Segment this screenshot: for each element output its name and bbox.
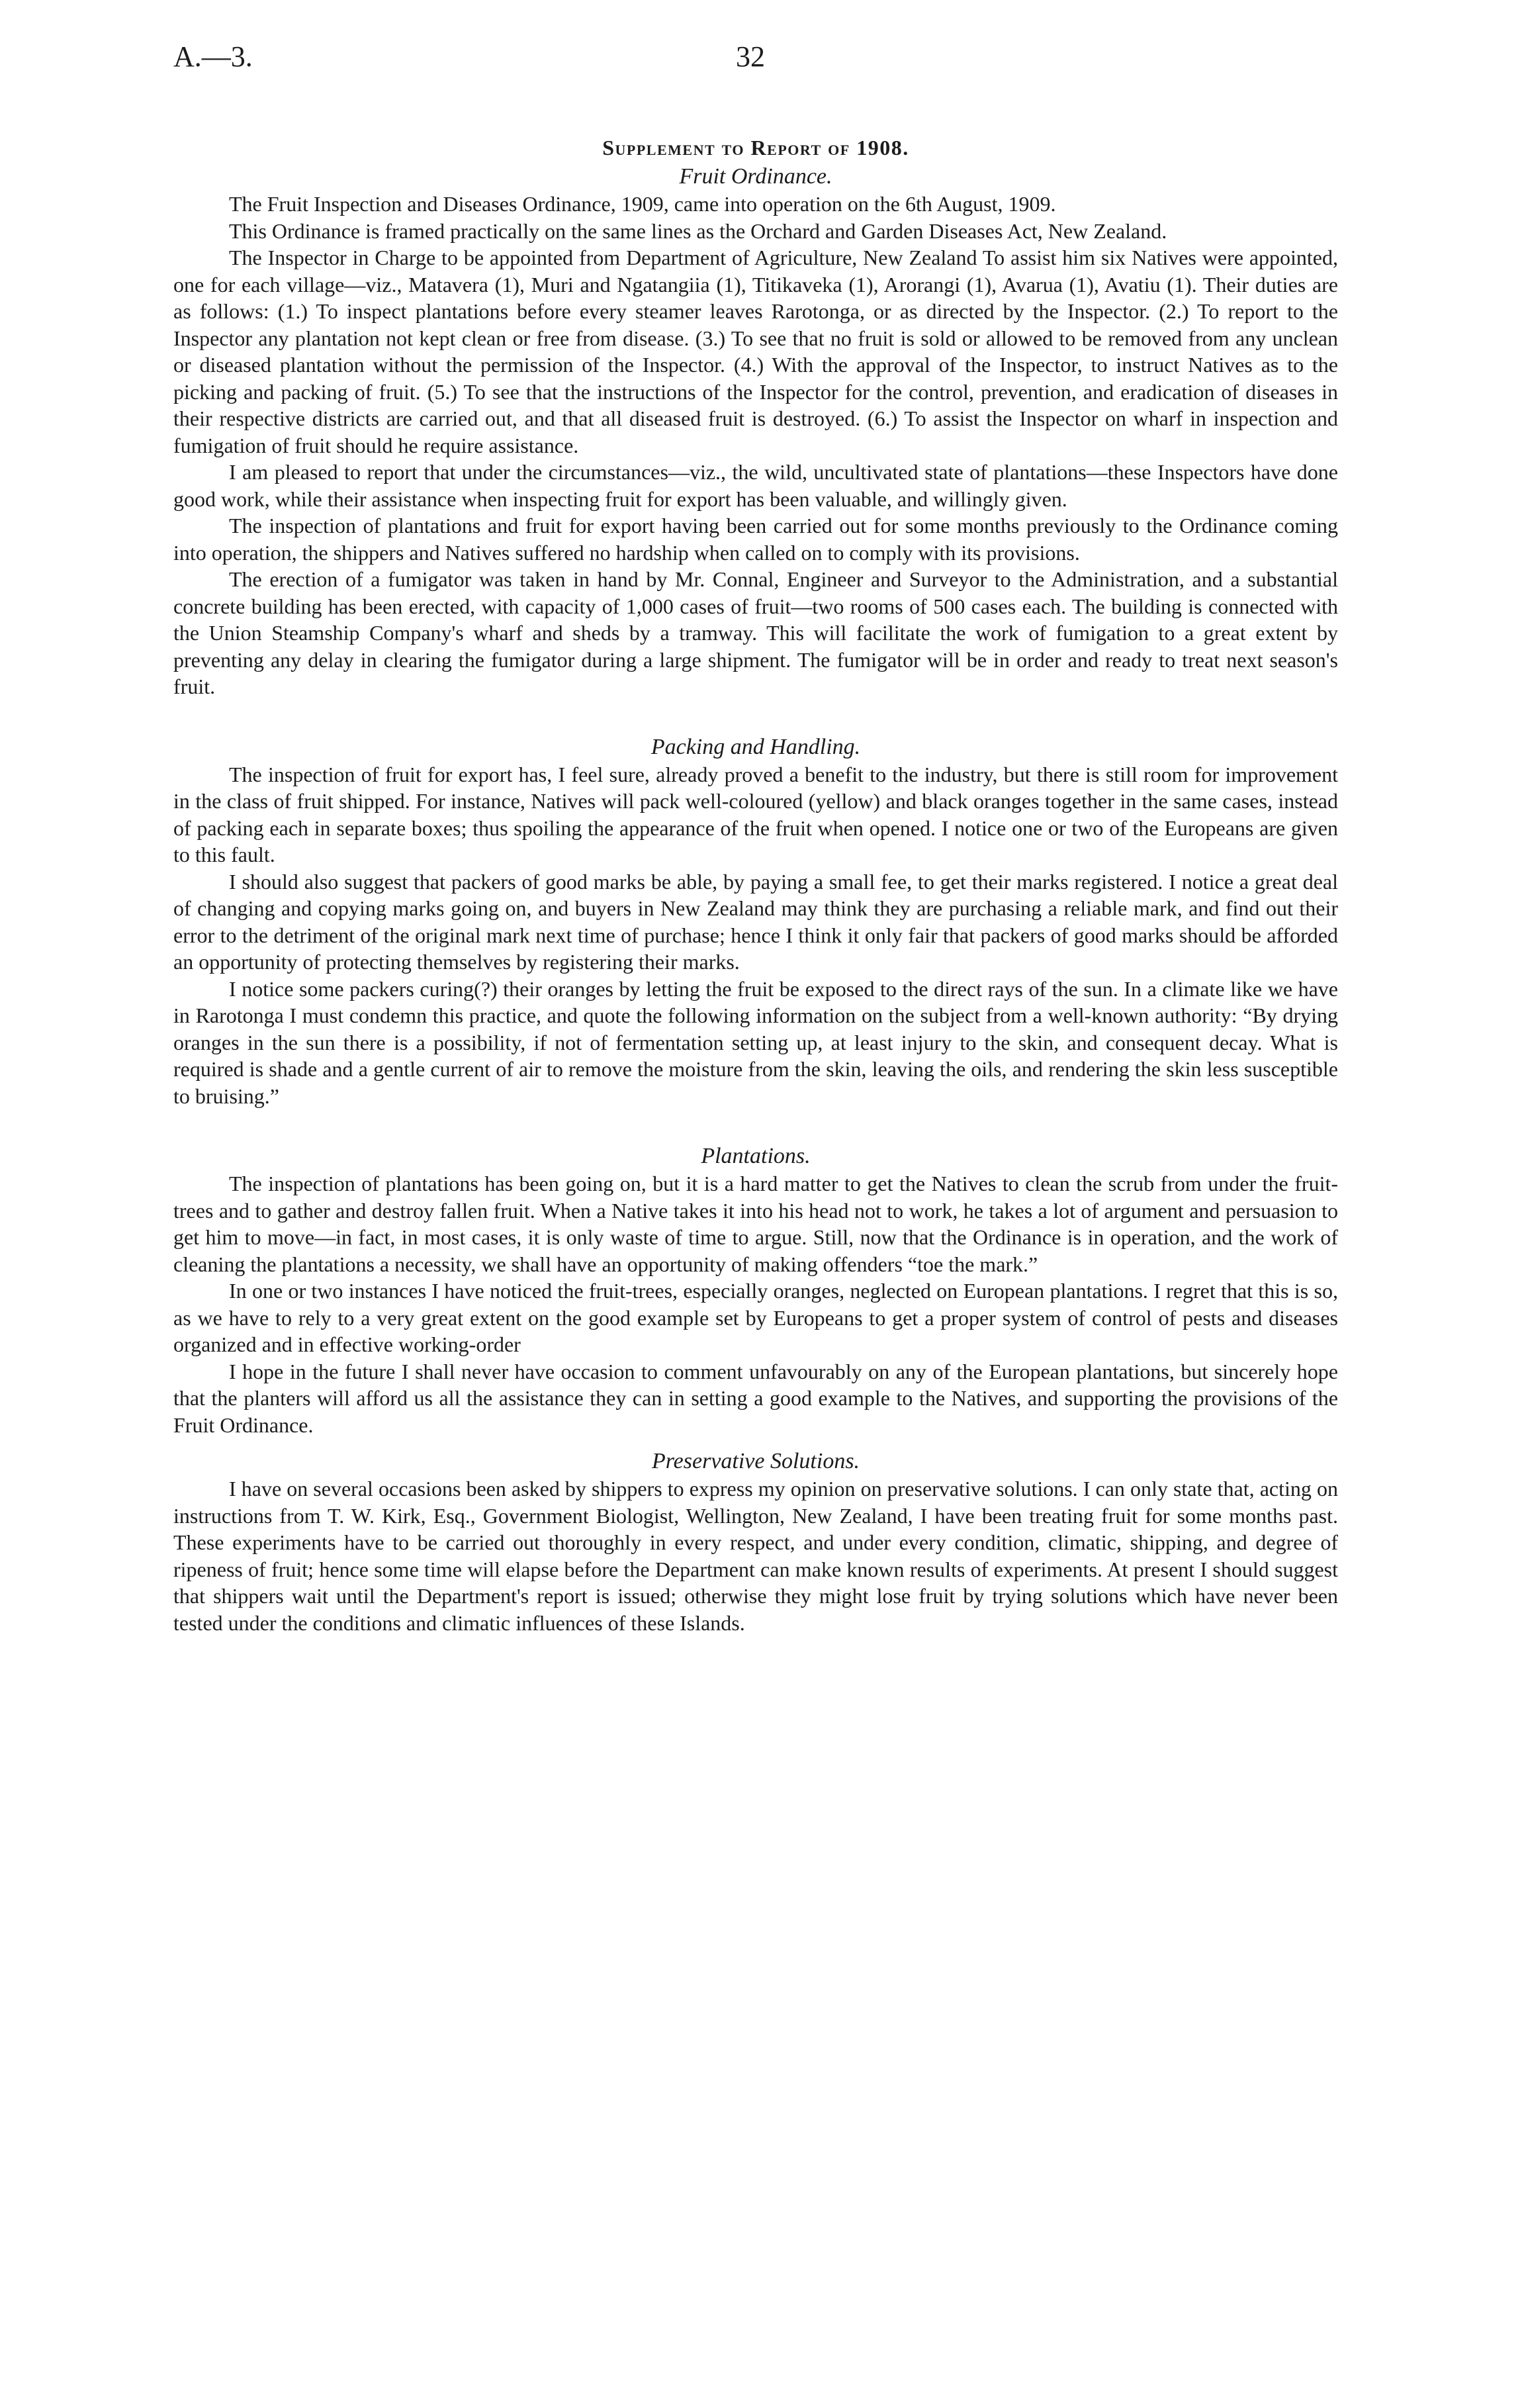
report-title: Supplement to Report of 1908. xyxy=(602,136,909,160)
paragraph: The inspection of plantations and fruit for export having been carried out for some months previously to the Ordinance coming into operation, the shippers and Natives suffered no hardship when called on to comply with its provisions. xyxy=(173,514,1338,565)
paragraph: I am pleased to report that under the circumstances—viz., the wild, uncultivated state of plantations—these Inspectors have done good work, while their assistance when inspecting fruit for export has been valuable, and willingly given. xyxy=(173,460,1338,511)
paragraph: The inspection of fruit for export has, I feel sure, already proved a benefit to the industry, but there is still room for improvement in the class of fruit shipped. For instance, Natives will pack well-coloured (yellow) and black oranges together in the same cases, instead of packing each in separate boxes; thus spoiling the appearance of the fruit when opened. I notice one or two of the Europeans are given to this fault. xyxy=(173,762,1338,866)
section-heading-preservative: Preservative Solutions. xyxy=(651,1449,860,1473)
paragraph: I should also suggest that packers of good marks be able, by paying a small fee, to get their marks registered. I notice a great deal of changing and copying marks going on, and buyers in New Zealand may think they are purchasing a reliable mark, and find out their error to the detriment of the original mark next time of purchase; hence I think it only fair that packers of good marks should be afforded an opportunity of protecting themselves by registering their marks. xyxy=(173,869,1338,974)
paragraph: This Ordinance is framed practically on the same lines as the Orchard and Garden Diseases Act, New Zealand. xyxy=(229,218,1167,243)
document-body xyxy=(173,136,1338,1636)
paragraph: I have on several occasions been asked by shippers to express my opinion on preservative solutions. I can only state that, acting on instructions from T. W. Kirk, Esq., Government Biologist, Wellington, New Zealand, I have been treating fruit for some months past. These experiments have to be carried out thoroughly in every respect, and under every condition, climatic, shipping, and degree of ripeness of fruit; hence some time will elapse before the Department can make known results of experiments. At present I should suggest that shippers wait until the Department's report is issued; otherwise they might lose fruit by trying solutions which have never been tested under the conditions and climatic influences of these Islands. xyxy=(173,1477,1338,1635)
section-heading-packing: Packing and Handling. xyxy=(650,734,861,759)
paragraph: I hope in the future I shall never have occasion to comment unfavourably on any of the European plantations, but sincerely hope that the planters will afford us all the assistance they can in setting a good example to the Natives, and supporting the provisions of the Fruit Ordinance. xyxy=(173,1359,1338,1437)
page-number: 32 xyxy=(736,40,765,73)
paragraph: The Inspector in Charge to be appointed from Department of Agriculture, New Zealand To assist him six Natives were appointed, one for each village—viz., Matavera (1), Muri and Ngatangiia (1), Titikaveka (1), Arorangi (1), Avarua (1), Avatiu (1). Their duties are as follows: (1.) To inspect plantations before every steamer leaves Rarotonga, or as directed by the Inspector. (2.) To report to the Inspector any plantation not kept clean or free from disease. (3.) To see that no fruit is sold or allowed to be removed from any unclean or diseased plantation without the permission of the Inspector. (4.) With the approval of the Inspector, to instruct Natives as to the picking and packing of fruit. (5.) To see that the instructions of the Inspector for the control, prevention, and eradication of diseases in their respective districts are carried out, and that all diseased fruit is destroyed. (6.) To assist the Inspector on wharf in inspection and fumigation of fruit should he require assistance. xyxy=(173,246,1338,457)
page-header xyxy=(173,40,1338,79)
section-heading-plantations: Plantations. xyxy=(701,1144,811,1168)
section-heading-fruit-ordinance: Fruit Ordinance. xyxy=(679,164,832,189)
paragraph: In one or two instances I have noticed the fruit-trees, especially oranges, neglected on European plantations. I regret that this is so, as we have to rely to a very great extent on the good example set by Europeans to get a proper system of control of pests and diseases organized and in effective working-order xyxy=(173,1279,1338,1356)
paragraph: The Fruit Inspection and Diseases Ordinance, 1909, came into operation on the 6th August, 1909. xyxy=(229,192,1056,216)
paragraph: I notice some packers curing(?) their oranges by letting the fruit be exposed to the direct rays of the sun. In a climate like we have in Rarotonga I must condemn this practice, and quote the following information on the subject from a well-known authority: “By drying oranges in the sun there is a possibility, if not of fermentation setting up, at least injury to the skin, and consequent decay. What is required is shade and a gentle current of air to remove the moisture from the skin, leaving the oils, and rendering the skin less susceptible to bruising.” xyxy=(173,976,1338,1108)
paragraph: The erection of a fumigator was taken in hand by Mr. Connal, Engineer and Surveyor to the Administration, and a substantial concrete building has been erected, with capacity of 1,000 cases of fruit—two rooms of 500 cases each. The building is connected with the Union Steamship Company's wharf and sheds by a tramway. This will facilitate the work of fumigation to a great extent by preventing any delay in clearing the fumigator during a large shipment. The fumigator will be in order and ready to treat next season's fruit. xyxy=(173,567,1338,698)
document-reference: A.—3. xyxy=(173,40,253,73)
paragraph: The inspection of plantations has been going on, but it is a hard matter to get the Natives to clean the scrub from under the fruit-trees and to gather and destroy fallen fruit. When a Native takes it into his head not to work, he takes a lot of argument and persuasion to get him to move—in fact, in most cases, it is only waste of time to argue. Still, now that the Ordinance is in operation, and the work of cleaning the plantations a necessity, we shall have an opportunity of making offenders “toe the mark.” xyxy=(173,1172,1338,1276)
